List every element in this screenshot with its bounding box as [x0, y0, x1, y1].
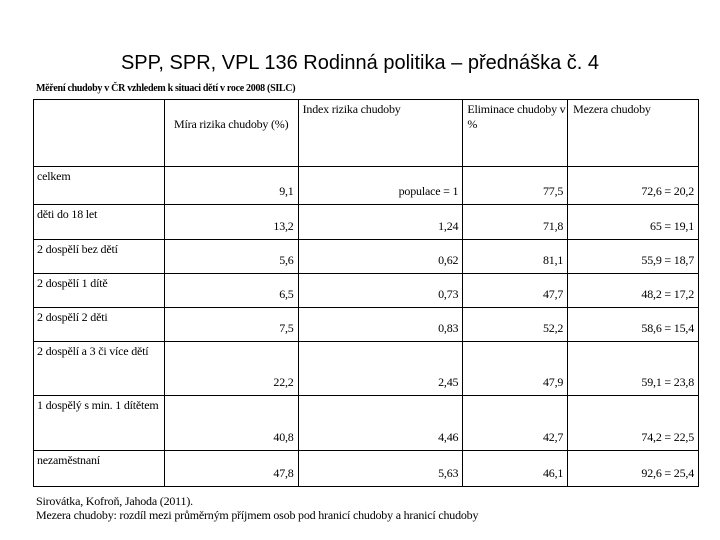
cell-poverty-gap: 58,6 = 15,4: [568, 308, 699, 342]
footnote: [36, 494, 478, 522]
table-caption: Měření chudoby v ČR vzhledem k situaci dětí v roce 2008 (SILC): [36, 83, 296, 94]
cell-poverty-index: 0,83: [298, 308, 463, 342]
table-row: [34, 396, 699, 451]
cell-poverty-gap: 72,6 = 20,2: [568, 167, 699, 205]
cell-poverty-elimination: 47,9: [463, 342, 568, 396]
header-poverty-index: Index rizika chudoby: [298, 100, 463, 167]
table-row: [34, 274, 699, 308]
poverty-table: [33, 99, 699, 487]
cell-poverty-gap: 48,2 = 17,2: [568, 274, 699, 308]
header-poverty-rate: Míra rizika chudoby (%): [164, 100, 298, 167]
cell-poverty-rate: 6,5: [164, 274, 298, 308]
cell-poverty-index: 1,24: [298, 205, 463, 240]
row-group-label: nezaměstnaní: [34, 451, 165, 487]
row-group-label: děti do 18 let: [34, 205, 165, 240]
cell-poverty-elimination: 46,1: [463, 451, 568, 487]
cell-poverty-rate: 5,6: [164, 240, 298, 274]
cell-poverty-index: 0,62: [298, 240, 463, 274]
row-group-label: celkem: [34, 167, 165, 205]
cell-poverty-rate: 9,1: [164, 167, 298, 205]
cell-poverty-index: 2,45: [298, 342, 463, 396]
row-group-label: 2 dospělí a 3 či více dětí: [34, 342, 165, 396]
cell-poverty-index: populace = 1: [298, 167, 463, 205]
cell-poverty-elimination: 52,2: [463, 308, 568, 342]
cell-poverty-index: 5,63: [298, 451, 463, 487]
table-row: [34, 342, 699, 396]
cell-poverty-elimination: 81,1: [463, 240, 568, 274]
cell-poverty-index: 0,73: [298, 274, 463, 308]
header-poverty-elimination: Eliminace chudoby v %: [463, 100, 568, 167]
table-row: [34, 167, 699, 205]
row-group-label: 1 dospělý s min. 1 dítětem: [34, 396, 165, 451]
table-row: [34, 308, 699, 342]
cell-poverty-rate: 7,5: [164, 308, 298, 342]
cell-poverty-gap: 59,1 = 23,8: [568, 342, 699, 396]
cell-poverty-rate: 47,8: [164, 451, 298, 487]
cell-poverty-elimination: 77,5: [463, 167, 568, 205]
table-row: [34, 451, 699, 487]
row-group-label: 2 dospělí 1 dítě: [34, 274, 165, 308]
cell-poverty-elimination: 47,7: [463, 274, 568, 308]
cell-poverty-elimination: 71,8: [463, 205, 568, 240]
header-group: [34, 100, 165, 167]
cell-poverty-rate: 22,2: [164, 342, 298, 396]
table-row: [34, 240, 699, 274]
header-poverty-gap: Mezera chudoby: [568, 100, 699, 167]
cell-poverty-rate: 13,2: [164, 205, 298, 240]
slide-title: SPP, SPR, VPL 136 Rodinná politika – přednáška č. 4: [120, 52, 600, 74]
table-row: [34, 205, 699, 240]
cell-poverty-gap: 74,2 = 22,5: [568, 396, 699, 451]
footnote-source: Sirovátka, Kofroň, Jahoda (2011).: [36, 494, 193, 508]
cell-poverty-elimination: 42,7: [463, 396, 568, 451]
cell-poverty-index: 4,46: [298, 396, 463, 451]
table-header-row: [34, 100, 699, 167]
row-group-label: 2 dospělí bez dětí: [34, 240, 165, 274]
footnote-definition: Mezera chudoby: rozdíl mezi průměrným příjmem osob pod hranicí chudoby a hranicí chudoby: [36, 508, 479, 522]
cell-poverty-gap: 92,6 = 25,4: [568, 451, 699, 487]
cell-poverty-rate: 40,8: [164, 396, 298, 451]
row-group-label: 2 dospělí 2 děti: [34, 308, 165, 342]
cell-poverty-gap: 65 = 19,1: [568, 205, 699, 240]
cell-poverty-gap: 55,9 = 18,7: [568, 240, 699, 274]
